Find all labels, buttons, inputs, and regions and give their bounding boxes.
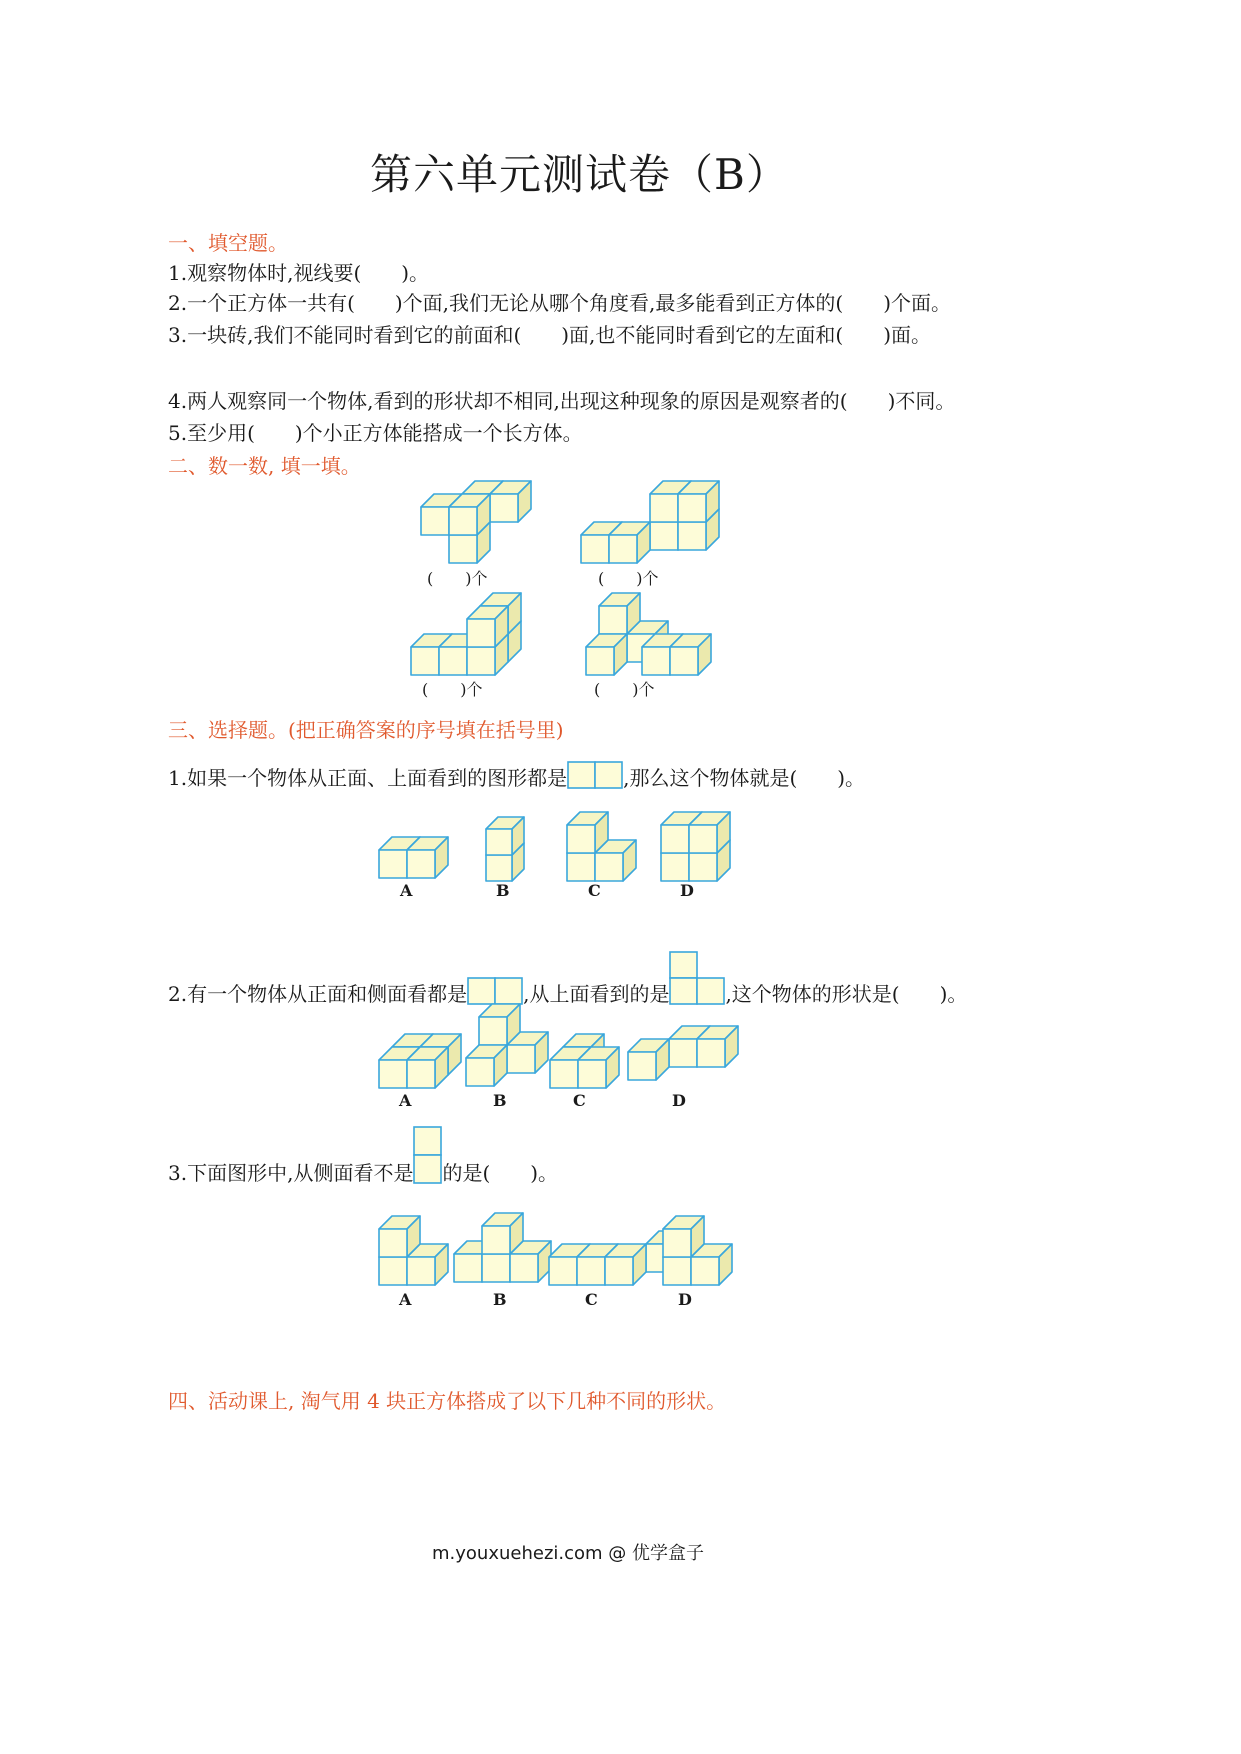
- fill-question-1: 1.观察物体时,视线要( )。: [168, 261, 430, 285]
- q1-option-d-figure: [660, 808, 735, 883]
- q3-option-a-figure: [378, 1212, 448, 1287]
- section-4-heading: 四、活动课上, 淘气用 4 块正方体搭成了以下几种不同的形状。: [168, 1389, 727, 1413]
- count-figure-3: [410, 592, 540, 677]
- q2-option-b-figure: [465, 1003, 545, 1088]
- q1-option-a-label: A: [400, 881, 413, 900]
- fill-question-3: 3.一块砖,我们不能同时看到它的前面和( )面,也不能同时看到它的左面和( )面。: [168, 323, 932, 347]
- q2-option-a-label: A: [399, 1091, 412, 1110]
- section-2-heading: 二、数一数, 填一填。: [168, 454, 361, 478]
- choice-question-2: [168, 951, 967, 1021]
- choice-question-3-text-after: 的是( )。: [442, 1161, 559, 1185]
- q3-option-d-label: D: [678, 1290, 692, 1309]
- count-figure-4: [585, 592, 715, 677]
- count-figure-2: [580, 470, 710, 565]
- count-caption-2: ( )个: [598, 569, 659, 588]
- q3-option-b-figure: [453, 1212, 548, 1284]
- q2-option-a-figure: [378, 1030, 458, 1090]
- view-vertical-two-squares-icon: [413, 1126, 442, 1184]
- page-title: 第六单元测试卷（B）: [370, 150, 789, 199]
- q2-option-d-label: D: [672, 1091, 686, 1110]
- q1-option-a-figure: [378, 828, 458, 880]
- choice-question-2-text-before: 2.有一个物体从正面和侧面看都是: [168, 982, 468, 1006]
- view-two-squares-icon: [467, 977, 523, 1005]
- q2-option-c-figure: [549, 1030, 624, 1090]
- choice-question-1: [168, 761, 865, 791]
- q2-option-c-label: C: [573, 1091, 586, 1110]
- section-1-heading: 一、填空题。: [168, 231, 288, 255]
- footer-watermark: m.youxuehezi.com @ 优学盒子: [432, 1543, 705, 1564]
- count-caption-3: ( )个: [422, 680, 483, 699]
- choice-question-2-text-middle: ,从上面看到的是: [523, 982, 670, 1006]
- choice-question-1-text-before: 1.如果一个物体从正面、上面看到的图形都是: [168, 766, 568, 790]
- q3-option-a-label: A: [399, 1290, 412, 1309]
- q3-option-d-figure: [662, 1212, 732, 1287]
- view-l-shape-icon: [669, 951, 725, 1005]
- q3-option-b-label: B: [493, 1290, 507, 1309]
- fill-question-4: 4.两人观察同一个物体,看到的形状却不相同,出现这种现象的原因是观察者的( )不同。: [168, 389, 956, 413]
- fill-question-2: 2.一个正方体一共有( )个面,我们无论从哪个角度看,最多能看到正方体的( )个面。: [168, 291, 952, 315]
- choice-question-2-text-after: ,这个物体的形状是( )。: [725, 982, 968, 1006]
- count-caption-1: ( )个: [427, 569, 488, 588]
- q2-option-d-figure: [627, 1026, 732, 1082]
- view-two-squares-icon: [567, 761, 623, 789]
- q1-option-b-figure: [485, 808, 535, 883]
- q2-option-b-label: B: [493, 1091, 507, 1110]
- q1-option-c-figure: [566, 808, 641, 883]
- q3-option-c-figure: [548, 1232, 654, 1287]
- choice-question-1-text-after: ,那么这个物体就是( )。: [623, 766, 866, 790]
- count-figure-1: [420, 470, 530, 565]
- choice-question-3-text-before: 3.下面图形中,从侧面看不是: [168, 1161, 414, 1185]
- q1-option-c-label: C: [588, 881, 601, 900]
- fill-question-5: 5.至少用( )个小正方体能搭成一个长方体。: [168, 421, 583, 445]
- q3-option-c-label: C: [585, 1290, 598, 1309]
- q1-option-b-label: B: [496, 881, 510, 900]
- section-3-heading: 三、选择题。(把正确答案的序号填在括号里): [168, 718, 564, 742]
- count-caption-4: ( )个: [594, 680, 655, 699]
- choice-question-3: [168, 1126, 558, 1202]
- q1-option-d-label: D: [680, 881, 694, 900]
